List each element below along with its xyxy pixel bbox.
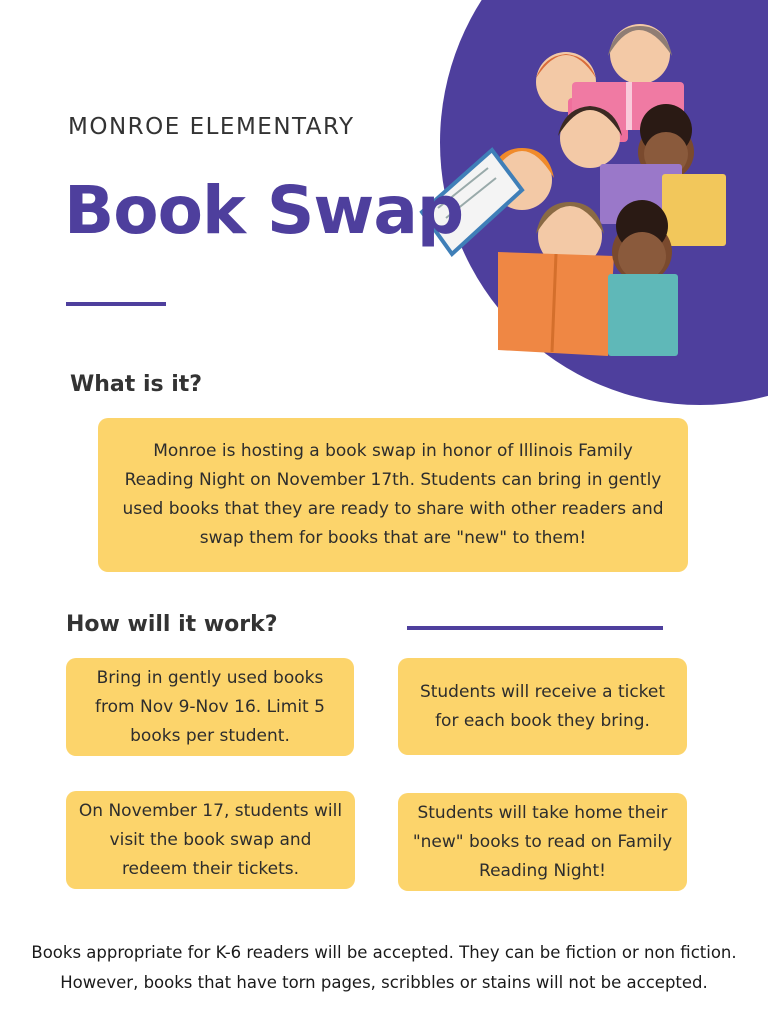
page-title: Book Swap xyxy=(64,172,464,249)
step-text-4: Students will take home their "new" books to read on Family Reading Night! xyxy=(412,802,673,881)
how-divider xyxy=(407,626,663,630)
title-divider xyxy=(66,302,166,306)
step-box-2 xyxy=(398,658,687,755)
yellow-book xyxy=(662,174,726,246)
step-box-1 xyxy=(66,658,354,756)
step-box-3 xyxy=(66,791,355,889)
school-name: MONROE ELEMENTARY xyxy=(68,114,355,140)
step-text-3: On November 17, students will visit the book swap and redeem their tickets. xyxy=(78,800,343,879)
children-reading-books-illustration xyxy=(418,12,738,362)
what-description-box xyxy=(98,418,688,572)
step-text-1: Bring in gently used books from Nov 9-Nov 16. Limit 5 books per student. xyxy=(95,667,325,746)
how-heading: How will it work? xyxy=(66,612,278,637)
step-box-4 xyxy=(398,793,687,891)
what-heading: What is it? xyxy=(70,372,203,397)
footer-line-1: Books appropriate for K-6 readers will be accepted. They can be fiction or non fiction. xyxy=(31,943,737,962)
kid-front-left xyxy=(498,202,614,356)
footer-line-2: However, books that have torn pages, scribbles or stains will not be accepted. xyxy=(60,973,708,992)
kid-front-right xyxy=(608,200,678,356)
footer-note xyxy=(0,938,768,998)
what-description: Monroe is hosting a book swap in honor of Illinois Family Reading Night on November 17th. Students can bring in gently used books that they are ready to share with other readers and swap them for books that are "new" to them! xyxy=(122,441,664,548)
step-text-2: Students will receive a ticket for each book they bring. xyxy=(419,681,666,731)
